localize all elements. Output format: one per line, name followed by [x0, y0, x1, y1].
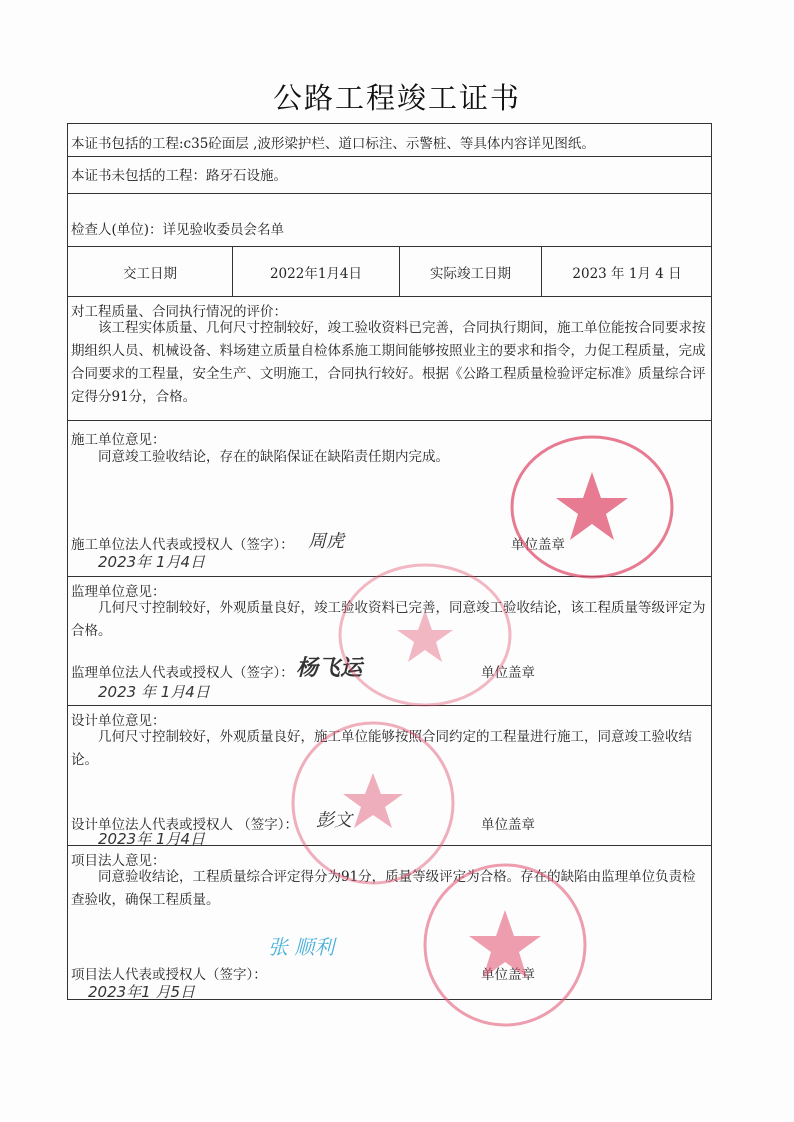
- owner-sign-label: 项目法人代表或授权人（签字）：: [71, 967, 267, 983]
- excluded-text: 本证书未包括的工程：路牙石设施。: [71, 168, 287, 184]
- supervision-body: 几何尺寸控制较好，外观质量良好，竣工验收资料已完善，同意竣工验收结论，该工程质量等级评定为合格。: [71, 600, 706, 639]
- handover-label: 交工日期: [68, 247, 233, 296]
- evaluation-body: 该工程实体质量、几何尺寸控制较好，竣工验收资料已完善，合同执行期间，施工单位能按合同要求按期组织人员、机械设备、料场建立质量自检体系施工期间能够按照业主的要求和指令，力促工程质量，完成合同要求的工程量，安全生产、文明施工，合同执行较好。根据《公路工程质量检验评定标准》质量综合评定得分91分，合格。: [71, 320, 706, 405]
- construction-date: 2023年 1月4日: [98, 553, 206, 571]
- excluded-row: [68, 157, 711, 194]
- owner-seal-label: 单位盖章: [481, 967, 535, 983]
- design-seal-label: 单位盖章: [481, 817, 535, 833]
- construction-sign-label: 施工单位法人代表或授权人（签字）：: [71, 537, 294, 553]
- owner-date: 2023年1 月5日: [88, 983, 196, 1001]
- design-signature: 彭文: [316, 810, 352, 831]
- actual-completion-date: 2023 年 1月 4 日: [572, 265, 682, 282]
- supervision-seal-label: 单位盖章: [481, 665, 535, 681]
- actual-completion-label: 实际竣工日期: [400, 247, 542, 296]
- construction-company-stamp: [507, 432, 677, 582]
- supervision-sign-label: 监理单位法人代表或授权人（签字）：: [71, 665, 294, 681]
- star-icon: [469, 910, 541, 978]
- inspector-text: 检查人(单位)：详见验收委员会名单: [71, 222, 285, 238]
- supervision-signature: 杨飞运: [296, 656, 363, 681]
- evaluation-section: [68, 297, 711, 421]
- owner-agency-stamp: [420, 860, 590, 1030]
- star-icon: [556, 472, 628, 540]
- inspector-row: [68, 194, 711, 247]
- handover-date: 2022年1月4日: [233, 247, 400, 296]
- star-icon: [397, 610, 453, 662]
- supervision-date: 2023 年 1月4日: [98, 683, 210, 701]
- page-title: 公路工程竣工证书: [272, 81, 521, 115]
- construction-body: 同意竣工验收结论，存在的缺陷保证在缺陷责任期内完成。: [98, 449, 449, 465]
- owner-heading: 项目法人意见：: [71, 853, 166, 869]
- supervision-heading: 监理单位意见：: [71, 584, 166, 600]
- design-date: 2023年 1月4日: [98, 830, 206, 848]
- construction-signature: 周虎: [308, 531, 344, 552]
- dates-row: [68, 247, 711, 297]
- construction-heading: 施工单位意见：: [71, 432, 166, 448]
- design-body: 几何尺寸控制较好，外观质量良好，施工单位能够按照合同约定的工程量进行施工，同意竣工验收结论。: [71, 729, 692, 768]
- design-sign-label: 设计单位法人代表或授权人 （签字）：: [71, 817, 299, 833]
- construction-seal-label: 单位盖章: [511, 537, 565, 553]
- included-row: [68, 124, 711, 157]
- evaluation-heading: 对工程质量、合同执行情况的评价：: [71, 304, 287, 320]
- included-text: 本证书包括的工程:c35砼面层 ,波形梁护栏、道口标注、示警桩、等具体内容详见图纸。: [71, 136, 595, 152]
- design-heading: 设计单位意见：: [71, 713, 166, 729]
- star-icon: [343, 773, 403, 828]
- owner-signature: 张 顺利: [268, 935, 335, 959]
- owner-body: 同意验收结论，工程质量综合评定得分为91分，质量等级评定为合格。存在的缺陷由监理单位负责检查验收，确保工程质量。: [71, 869, 696, 908]
- supervision-company-stamp: [335, 560, 515, 710]
